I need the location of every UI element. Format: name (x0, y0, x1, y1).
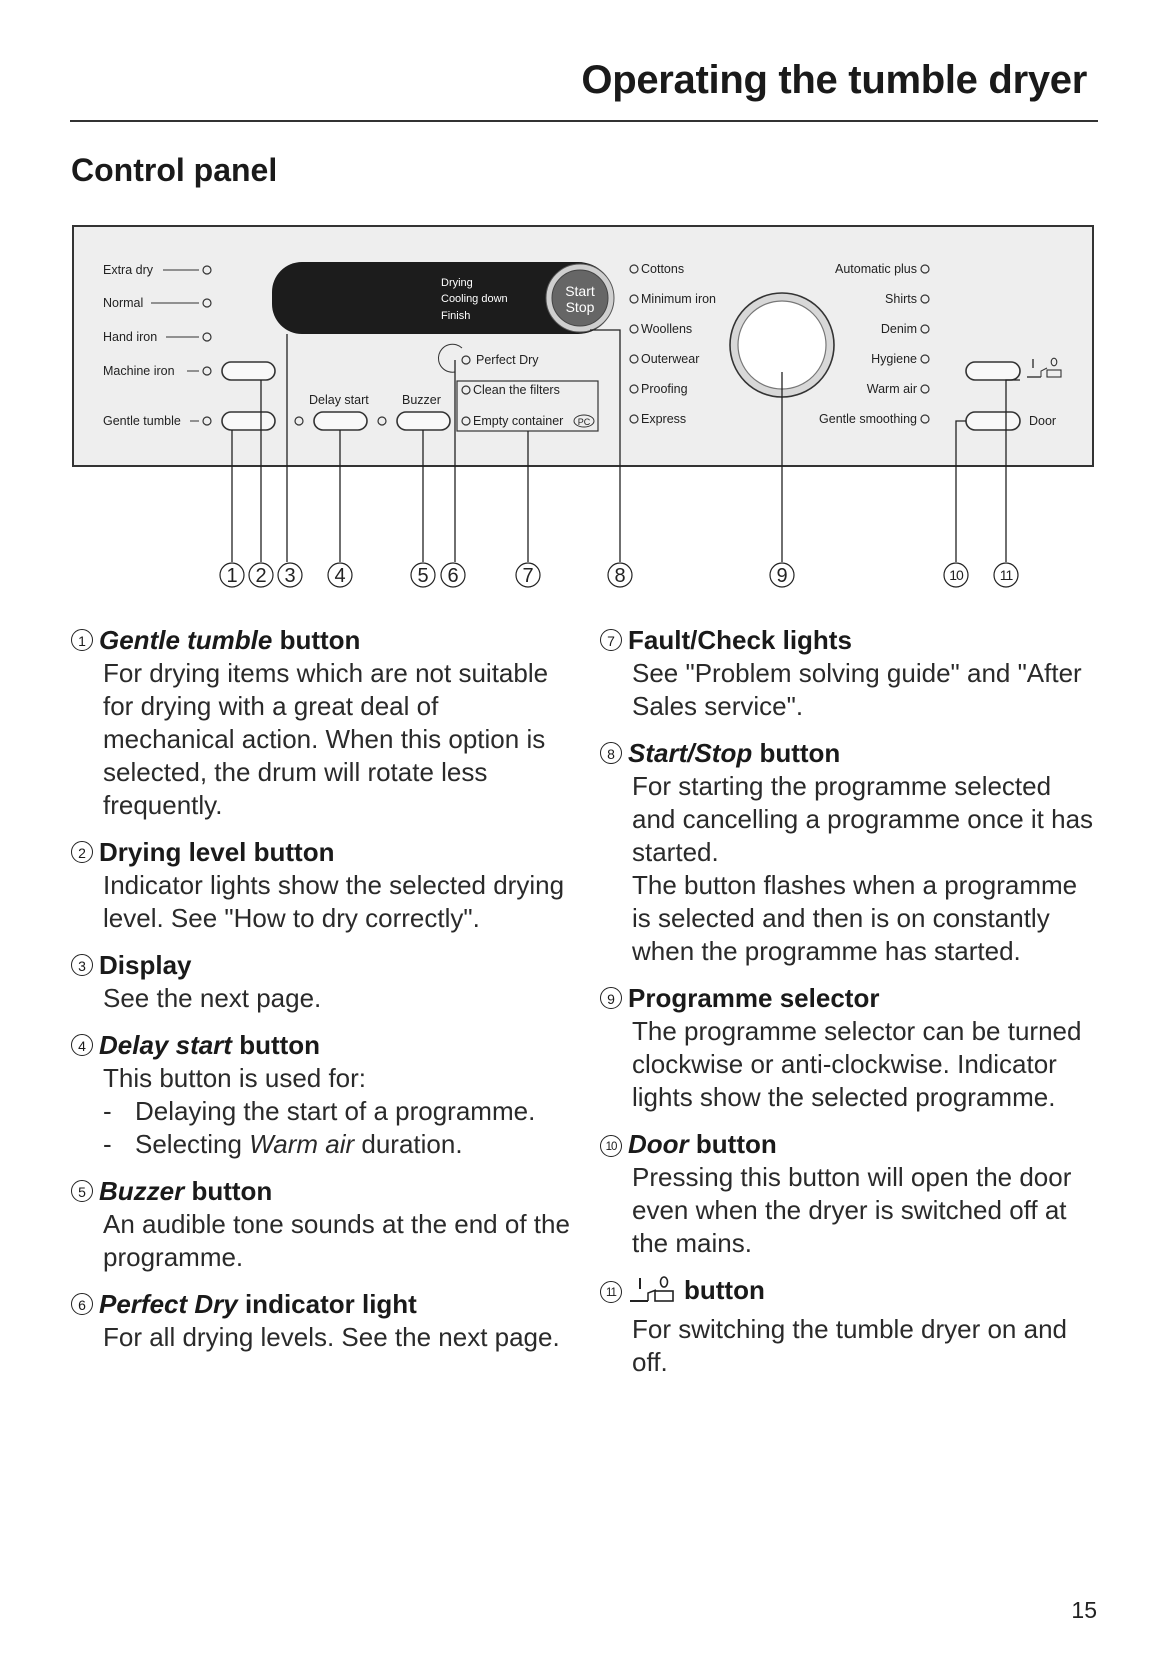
drying-level-button[interactable] (222, 362, 275, 380)
callout-numbers (220, 563, 1018, 587)
item-title-em: Gentle tumble (99, 625, 273, 655)
delay-start-button[interactable] (314, 412, 367, 430)
item-title: indicator light (237, 1289, 417, 1319)
item-door (600, 1128, 1100, 1260)
door-label: Door (1029, 414, 1057, 428)
fault-empty-container: Empty container (473, 414, 564, 428)
item-title: button (688, 1129, 777, 1159)
item-title-em: Door (628, 1129, 689, 1159)
item-title: button (272, 625, 361, 655)
callout-9: 9 (776, 565, 788, 587)
display-line-cooling-down: Cooling down (441, 293, 508, 305)
level-label-machine-iron: Machine iron (103, 364, 175, 378)
item-gentle-tumble (71, 624, 571, 822)
svg-text:PC: PC (577, 417, 591, 427)
programme-warm-air: Warm air (866, 382, 917, 396)
callout-6: 6 (447, 565, 459, 587)
programme-proofing: Proofing (641, 382, 688, 396)
callout-5: 5 (417, 565, 429, 587)
programme-express: Express (641, 412, 687, 426)
item-body: This button is used for: (103, 1063, 367, 1093)
panel-frame (73, 226, 1093, 466)
item-title: button (184, 1176, 273, 1206)
gentle-tumble-button[interactable] (222, 412, 275, 430)
callout-2: 2 (255, 565, 267, 587)
item-body: Pressing this button will open the door even when the dryer is switched off at the mains. (632, 1162, 1072, 1258)
level-label-hand-iron: Hand iron (103, 330, 158, 344)
item-title: button (752, 738, 841, 768)
level-label-normal: Normal (103, 296, 144, 310)
item-body: See "Problem solving guide" and "After Sales service". (632, 658, 1082, 721)
item-drying-level (71, 836, 571, 935)
item-title: Programme selector (628, 983, 880, 1013)
programme-outerwear: Outerwear (641, 352, 700, 366)
bullet-item: - Selecting Warm air duration. (103, 1129, 463, 1159)
programme-denim: Denim (880, 322, 917, 336)
item-body: Indicator lights show the selected drying level. See "How to dry correctly". (103, 870, 565, 933)
descriptions-right (600, 624, 1100, 1393)
delay-start-label: Delay start (309, 393, 369, 407)
item-body: For drying items which are not suitable for drying with a great deal of mechanical action. When this option is selected, the drum will rotate less frequently. (103, 658, 549, 820)
item-number: 8 (600, 742, 622, 764)
programme-shirts: Shirts (885, 292, 917, 306)
item-title: button (231, 1030, 321, 1060)
section-title: Control panel (71, 152, 278, 188)
item-fault-check (600, 624, 1100, 723)
item-buzzer (71, 1175, 571, 1274)
item-number: 1 (71, 629, 93, 651)
control-panel-diagram (0, 0, 1167, 600)
item-start-stop (600, 737, 1100, 968)
item-title-em: Buzzer (99, 1176, 185, 1206)
item-on-off (600, 1274, 1100, 1379)
item-delay-start (71, 1029, 571, 1161)
callout-7: 7 (522, 565, 534, 587)
item-programme-selector (600, 982, 1100, 1114)
on-off-button[interactable] (966, 362, 1020, 380)
page-title: Operating the tumble dryer (581, 58, 1087, 102)
item-number: 10 (600, 1135, 622, 1157)
descriptions-left (71, 624, 571, 1368)
item-body: See the next page. (103, 983, 322, 1013)
buzzer-button[interactable] (397, 412, 450, 430)
item-title: button (684, 1275, 765, 1305)
perfect-dry-label: Perfect Dry (476, 353, 539, 367)
item-number: 9 (600, 987, 622, 1009)
item-title-em: Perfect Dry (99, 1289, 238, 1319)
item-number: 7 (600, 629, 622, 651)
item-number: 5 (71, 1180, 93, 1202)
start-label: Start (565, 283, 595, 299)
callout-11: 11 (999, 567, 1013, 583)
programme-hygiene: Hygiene (871, 352, 917, 366)
bullet-item: - Delaying the start of a programme. (103, 1096, 536, 1126)
display-line-drying: Drying (441, 277, 473, 289)
item-body: The button flashes when a programme is selected and then is on constantly when the programme has started. (632, 870, 1078, 966)
item-number: 11 (600, 1281, 622, 1303)
callout-8: 8 (614, 565, 626, 587)
programme-woollens: Woollens (641, 322, 693, 336)
item-title: Drying level button (99, 837, 335, 867)
callout-1: 1 (226, 565, 238, 587)
item-body: The programme selector can be turned clockwise or anti-clockwise. Indicator lights show the selected programme. (632, 1016, 1082, 1112)
stop-label: Stop (565, 299, 595, 315)
item-body: An audible tone sounds at the end of the programme. (103, 1209, 570, 1272)
programme-automatic-plus: Automatic plus (835, 262, 917, 276)
buzzer-label: Buzzer (402, 393, 441, 407)
programme-gentle-smoothing: Gentle smoothing (819, 412, 917, 426)
item-number: 2 (71, 841, 93, 863)
callout-3: 3 (284, 565, 296, 587)
callout-10: 10 (949, 567, 963, 583)
item-body: For all drying levels. See the next page. (103, 1322, 560, 1352)
item-number: 4 (71, 1034, 93, 1056)
item-number: 3 (71, 954, 93, 976)
item-title: Display (99, 950, 192, 980)
item-title-em: Delay start (99, 1030, 232, 1060)
level-label-gentle-tumble: Gentle tumble (103, 414, 181, 428)
item-title-em: Start/Stop (628, 738, 753, 768)
page-number: 15 (1071, 1597, 1097, 1623)
item-title: Fault/Check lights (628, 625, 852, 655)
callout-4: 4 (334, 565, 346, 587)
item-body: For starting the programme selected and cancelling a programme once it has started. (632, 771, 1094, 867)
door-button[interactable] (966, 412, 1020, 430)
display-line-finish: Finish (441, 310, 471, 322)
item-perfect-dry (71, 1288, 571, 1354)
programme-cottons: Cottons (641, 262, 685, 276)
item-number: 6 (71, 1293, 93, 1315)
item-body: For switching the tumble dryer on and off. (632, 1314, 1067, 1377)
item-display (71, 949, 571, 1015)
on-off-icon (628, 1275, 678, 1313)
programme-minimum-iron: Minimum iron (641, 292, 717, 306)
fault-clean-filters: Clean the filters (473, 383, 560, 397)
level-label-extra-dry: Extra dry (103, 263, 154, 277)
